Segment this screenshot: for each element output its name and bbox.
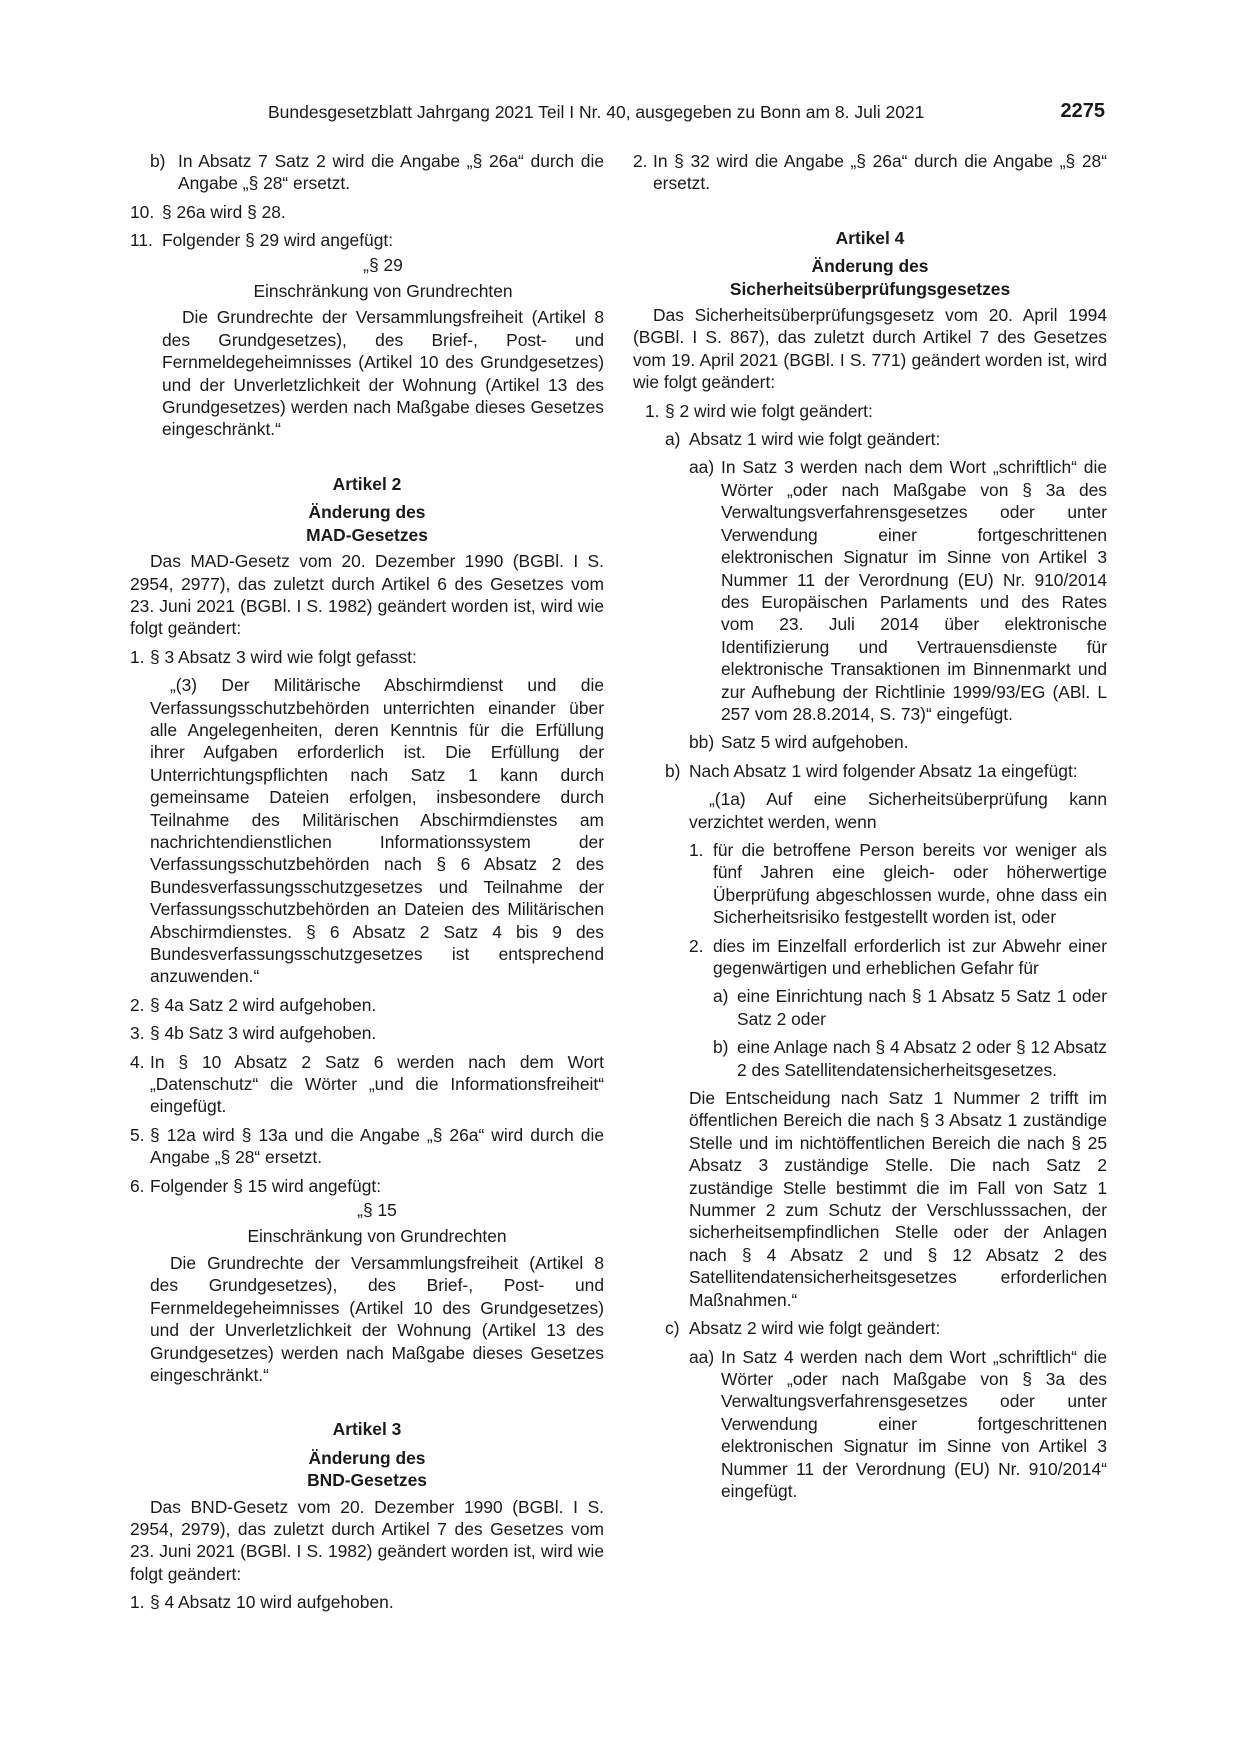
item-text: eine Einrichtung nach § 1 Absatz 5 Satz 1 oder Satz 2 oder bbox=[737, 986, 1107, 1029]
list-item bbox=[130, 229, 604, 251]
page-header bbox=[130, 100, 1105, 128]
item-text: eine Anlage nach § 4 Absatz 2 oder § 12 Absatz 2 des Satellitendatensicherheitsgesetzes. bbox=[737, 1037, 1107, 1080]
quote-text: „(3) Der Militärische Abschirmdienst und die Verfassungsschutzbehörden unterrichten einander über alle Angelegenheiten, deren Kenntnis für die Erfüllung ihrer Aufgaben erforderlich ist. Die Erfüllung der Unterrichtungspflichten nach Satz 1 kann durch gemeinsame Dateien erfolgen, insbesondere durch Teilnahme des Militärischen Abschirmdienstes am nachrichtendienstlichen Informationssystem der Verfassungsschutzbehörden nach § 6 Absatz 2 des Bundesverfassungsschutzgesetzes und Teilnahme der Verfassungsschutzbehörden an Dateien des Militärischen Abschirmdienstes. § 6 Absatz 2 Satz 4 bis 9 des Bundesverfassungsschutzgesetzes ist entsprechend anzuwenden.“ bbox=[150, 675, 604, 987]
item-label: 1. bbox=[130, 1592, 145, 1613]
list-item bbox=[130, 1051, 604, 1118]
list-item bbox=[130, 646, 604, 668]
item-text: In Satz 4 werden nach dem Wort „schriftlich“ die Wörter „oder nach Maßgabe von § 3a des Verwaltungsverfahrensgesetzes oder unter Verwendung einer fortgeschrittenen elektronischen Signatur im Sinne von Artikel 3 Nummer 11 der Verordnung (EU) Nr. 910/2014“ eingefügt. bbox=[721, 1346, 1107, 1501]
item-text: In Satz 3 werden nach dem Wort „schriftlich“ die Wörter „oder nach Maßgabe von § 3a des Verwaltungsverfahrensgesetzes oder unter Verwendung einer fortgeschrittenen elektronischen Signatur im Sinne von Artikel 3 Nummer 11 der Verordnung (EU) Nr. 910/2014 des Europäischen Parlaments und des Rates vom 23. Juli 2014 über elektronische Identifizierung und Vertrauensdienste für elektronische Transaktionen im Binnenmarkt und zur Aufhebung der Richtlinie 1999/93/EG (ABl. L 257 vom 28.8.2014, S. 73)“ eingefügt. bbox=[721, 457, 1107, 724]
list-item bbox=[633, 150, 1107, 195]
item-label: c) bbox=[665, 1318, 680, 1339]
item-label: 5. bbox=[130, 1124, 145, 1145]
list-item bbox=[130, 1175, 604, 1197]
article-subtitle: MAD-Gesetzes bbox=[306, 524, 428, 545]
item-label: bb) bbox=[689, 732, 715, 753]
article-subtitle: Sicherheitsüberprüfungsgesetzes bbox=[729, 278, 1011, 299]
item-label: 2. bbox=[689, 935, 704, 956]
item-label: 2. bbox=[130, 994, 145, 1015]
list-item bbox=[633, 1346, 1107, 1503]
article-intro: Das MAD-Gesetz vom 20. Dezember 1990 (BGBl. I S. 2954, 2977), das zuletzt durch Artikel 6 des Gesetzes vom 23. Juni 2021 (BGBl. I S. 1982) geändert worden ist, wird wie folgt geändert: bbox=[130, 551, 604, 639]
list-item bbox=[633, 456, 1107, 725]
list-item bbox=[633, 839, 1107, 929]
item-label: 1. bbox=[689, 839, 704, 860]
item-label: 10. bbox=[130, 201, 155, 222]
list-item bbox=[633, 1036, 1107, 1081]
item-text: Absatz 2 wird wie folgt geändert: bbox=[689, 1318, 941, 1339]
item-text: dies im Einzelfall erforderlich ist zur Abwehr einer gegenwärtigen und erheblichen Gefahr für bbox=[713, 935, 1107, 978]
right-column bbox=[633, 150, 1107, 1508]
item-label: b) bbox=[150, 151, 166, 171]
section-text: Die Grundrechte der Versammlungsfreiheit (Artikel 8 des Grundgesetzes), des Brief-, Post- und Fernmeldegeheimnisses (Artikel 10 des Grundgesetzes) und der Unverletzlichkeit der Wohnung (Artikel 13 des Grundgesetzes) werden nach Maßgabe dieses Gesetzes eingeschränkt.“ bbox=[150, 1252, 604, 1385]
item-text: für die betroffene Person bereits vor weniger als fünf Jahren eine gleich- oder höherwertige Überprüfung abgeschlossen wurde, ohne dass ein Sicherheitsrisiko festgestellt worden ist, oder bbox=[713, 839, 1107, 928]
list-item bbox=[130, 1124, 604, 1169]
item-label: 2. bbox=[633, 151, 648, 171]
item-text: § 2 wird wie folgt geändert: bbox=[665, 400, 873, 421]
section-text: Die Grundrechte der Versammlungsfreiheit (Artikel 8 des Grundgesetzes), des Brief-, Post- und Fernmeldegeheimnisses (Artikel 10 des Grundgesetzes) und der Unverletzlichkeit der Wohnung (Artikel 13 des Grundgesetzes) werden nach Maßgabe dieses Gesetzes eingeschränkt.“ bbox=[162, 307, 604, 440]
page-number: 2275 bbox=[1060, 100, 1105, 122]
item-label: b) bbox=[713, 1037, 729, 1058]
list-item bbox=[633, 760, 1107, 782]
item-label: a) bbox=[713, 986, 729, 1007]
header-title: Bundesgesetzblatt Jahrgang 2021 Teil I Nr. 40, ausgegeben zu Bonn am 8. Juli 2021 bbox=[268, 102, 925, 122]
left-column bbox=[130, 150, 604, 1620]
quote-text: „(1a) Auf eine Sicherheitsüberprüfung kann verzichtet werden, wenn bbox=[689, 789, 1107, 832]
item-text: In Absatz 7 Satz 2 wird die Angabe „§ 26a“ durch die Angabe „§ 28“ ersetzt. bbox=[178, 151, 604, 194]
article-subtitle: Änderung des bbox=[811, 256, 929, 277]
item-label: 1. bbox=[645, 400, 660, 421]
list-item bbox=[633, 935, 1107, 980]
list-item bbox=[130, 994, 604, 1016]
item-text: § 26a wird § 28. bbox=[162, 201, 286, 222]
section-heading: „§ 29 bbox=[363, 254, 403, 275]
item-text: Nach Absatz 1 wird folgender Absatz 1a eingefügt: bbox=[689, 760, 1078, 781]
list-item bbox=[130, 1022, 604, 1044]
item-label: 3. bbox=[130, 1023, 145, 1044]
list-item bbox=[633, 428, 1107, 450]
item-label: b) bbox=[665, 760, 681, 781]
item-label: 1. bbox=[130, 646, 145, 667]
list-item bbox=[130, 1591, 604, 1613]
section-subheading: Einschränkung von Grundrechten bbox=[253, 281, 513, 302]
item-text: Satz 5 wird aufgehoben. bbox=[721, 732, 909, 753]
article-subtitle: Änderung des bbox=[308, 1447, 426, 1468]
item-label: 11. bbox=[130, 230, 153, 251]
item-text: Folgender § 15 wird angefügt: bbox=[150, 1175, 382, 1196]
item-text: Absatz 1 wird wie folgt geändert: bbox=[689, 429, 941, 450]
article-intro: Das BND-Gesetz vom 20. Dezember 1990 (BGBl. I S. 2954, 2979), das zuletzt durch Artikel 7 des Gesetzes vom 23. Juni 2021 (BGBl. I S. 1982) geändert worden ist, wird wie folgt geändert: bbox=[130, 1496, 604, 1584]
list-item bbox=[633, 1317, 1107, 1339]
list-item bbox=[130, 201, 604, 223]
list-item bbox=[633, 731, 1107, 753]
item-text: § 3 Absatz 3 wird wie folgt gefasst: bbox=[150, 646, 417, 667]
item-label: aa) bbox=[689, 1346, 715, 1367]
list-item bbox=[130, 150, 604, 195]
list-item bbox=[633, 985, 1107, 1030]
article-title: Artikel 2 bbox=[332, 473, 402, 494]
section-block bbox=[130, 1199, 604, 1386]
item-label: a) bbox=[665, 429, 681, 450]
list-item bbox=[633, 400, 1107, 422]
article-title: Artikel 4 bbox=[835, 227, 905, 248]
article-title: Artikel 3 bbox=[332, 1419, 402, 1440]
item-text: In § 32 wird die Angabe „§ 26a“ durch die Angabe „§ 28“ ersetzt. bbox=[653, 151, 1107, 194]
section-heading: „§ 15 bbox=[357, 1200, 397, 1221]
item-label: 4. bbox=[130, 1051, 145, 1072]
item-text: In § 10 Absatz 2 Satz 6 werden nach dem Wort „Datenschutz“ die Wörter „und die Informationsfreiheit“ eingefügt. bbox=[150, 1051, 604, 1117]
article-intro: Das Sicherheitsüberprüfungsgesetz vom 20. April 1994 (BGBl. I S. 867), das zuletzt durch Artikel 7 des Gesetzes vom 19. April 2021 (BGBl. I S. 771) geändert worden ist, wird wie folgt geändert: bbox=[633, 305, 1107, 393]
item-label: aa) bbox=[689, 457, 715, 478]
item-text: § 4 Absatz 10 wird aufgehoben. bbox=[150, 1592, 394, 1613]
item-text: § 4b Satz 3 wird aufgehoben. bbox=[150, 1023, 377, 1044]
section-block bbox=[130, 254, 604, 441]
item-text: § 12a wird § 13a und die Angabe „§ 26a“ wird durch die Angabe „§ 28“ ersetzt. bbox=[150, 1124, 604, 1168]
item-text: § 4a Satz 2 wird aufgehoben. bbox=[150, 994, 377, 1015]
item-label: 6. bbox=[130, 1175, 145, 1196]
item-text: Folgender § 29 wird angefügt: bbox=[162, 230, 394, 251]
article-subtitle: BND-Gesetzes bbox=[307, 1470, 427, 1491]
section-subheading: Einschränkung von Grundrechten bbox=[247, 1226, 507, 1247]
decision-text: Die Entscheidung nach Satz 1 Nummer 2 trifft im öffentlichen Bereich die nach § 3 Absatz 1 zuständige Stelle und im nichtöffentlichen Bereich die nach § 25 Absatz 3 zuständige Stelle. Die nach Satz 2 zuständige Stelle bestimmt die im Fall von Satz 1 Nummer 2 zum Schutz der Verschlusssachen, der sicherheitsempfindlichen Stelle oder der Anlagen nach § 4 Absatz 2 und § 12 Absatz 2 des Satellitendatensicherheitsgesetzes erforderlichen Maßnahmen.“ bbox=[689, 1088, 1107, 1310]
article-subtitle: Änderung des bbox=[308, 502, 426, 523]
